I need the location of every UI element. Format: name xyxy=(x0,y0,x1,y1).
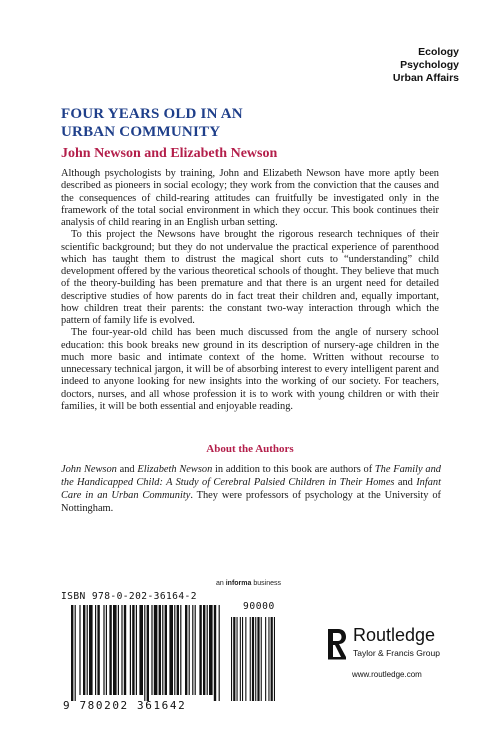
book-title xyxy=(61,105,441,141)
book-title-1: The Family and the Handicapped Child: A Study of Cerebral Palsied Children in Their Homes xyxy=(61,464,441,488)
isbn-barcode xyxy=(61,605,281,713)
about-authors-heading: About the Authors xyxy=(206,443,294,455)
publisher-name: Routledge xyxy=(353,625,436,645)
book-title-line2: URBAN COMMUNITY xyxy=(61,124,221,140)
routledge-r-icon xyxy=(326,627,348,661)
informa-brand: informa xyxy=(225,580,252,587)
author1-name: John Newson xyxy=(61,464,117,475)
category-urban-affairs: Urban Affairs xyxy=(392,72,459,84)
about-text-2: . They were professors of psychology at the University of Nottingham. xyxy=(61,490,441,514)
publisher-url[interactable]: www.routledge.com xyxy=(352,670,422,679)
publisher-group: Taylor & Francis Group xyxy=(353,648,440,658)
subject-categories xyxy=(393,46,459,85)
category-ecology: Ecology xyxy=(418,46,459,58)
book-description xyxy=(61,168,439,413)
description-paragraph-2: To this project the Newsons have brought the rigorous research techniques of their scientific background; but they do not undervalue the practical experience of parenthood which has taught them to distrust the magical short cuts to “understanding” child development offered by the various theoretical schools of thought. They believe that much of the theory-building has been premature and that there is an urgent need for detailed descriptive studies of how parents do in fact treat their children and, equally important, how children treat their parents: the constant two-way interaction through which the pattern of family life is evolved. xyxy=(61,229,439,326)
description-paragraph-1: Although psychologists by training, John and Elizabeth Newson have more aptly been described as pioneers in social ecology; they work from the conviction that the causes and the consequences of child-rearing attitudes can fruitfully be investigated only in the framework of the total social environment in which they occur. This book continues their analysis of child rearing in an English urban setting. xyxy=(61,168,439,228)
informa-business-tag xyxy=(216,580,281,587)
barcode-addon-code: 90000 xyxy=(243,601,275,612)
barcode-addon-bars xyxy=(231,617,275,701)
isbn-text: ISBN 978-0-202-36164-2 xyxy=(61,591,197,602)
book-title-2: Infant Care in an Urban Community xyxy=(61,477,442,501)
barcode-digits: 9 780202 361642 xyxy=(63,699,187,712)
about-and: and xyxy=(116,464,138,475)
author2-name: Elizabeth Newson xyxy=(137,464,213,475)
about-authors-text xyxy=(61,463,441,515)
informa-suffix: business xyxy=(251,580,281,587)
description-paragraph-3: The four-year-old child has been much discussed from the angle of nursery school education: this book breaks new ground in its description of nursery-age children in the much more basic and intimate context of the home. Written without recourse to unnecessary technical jargon, it will be of absorbing interest to every intelligent parent and indeed to anyone looking for new insights into the working of our society. For teachers, doctors, nurses, and all whose profession it is to work with young children or with their families, it will be both essential and enjoyable reading. xyxy=(61,327,439,412)
about-text-1: in addition to this book are authors of xyxy=(212,464,375,475)
about-and-2: and xyxy=(394,477,417,488)
informa-prefix: an xyxy=(216,580,226,587)
barcode-bars xyxy=(71,605,220,701)
book-title-line1: FOUR YEARS OLD IN AN xyxy=(61,106,243,122)
category-psychology: Psychology xyxy=(400,59,459,71)
book-authors: John Newson and Elizabeth Newson xyxy=(61,146,278,161)
